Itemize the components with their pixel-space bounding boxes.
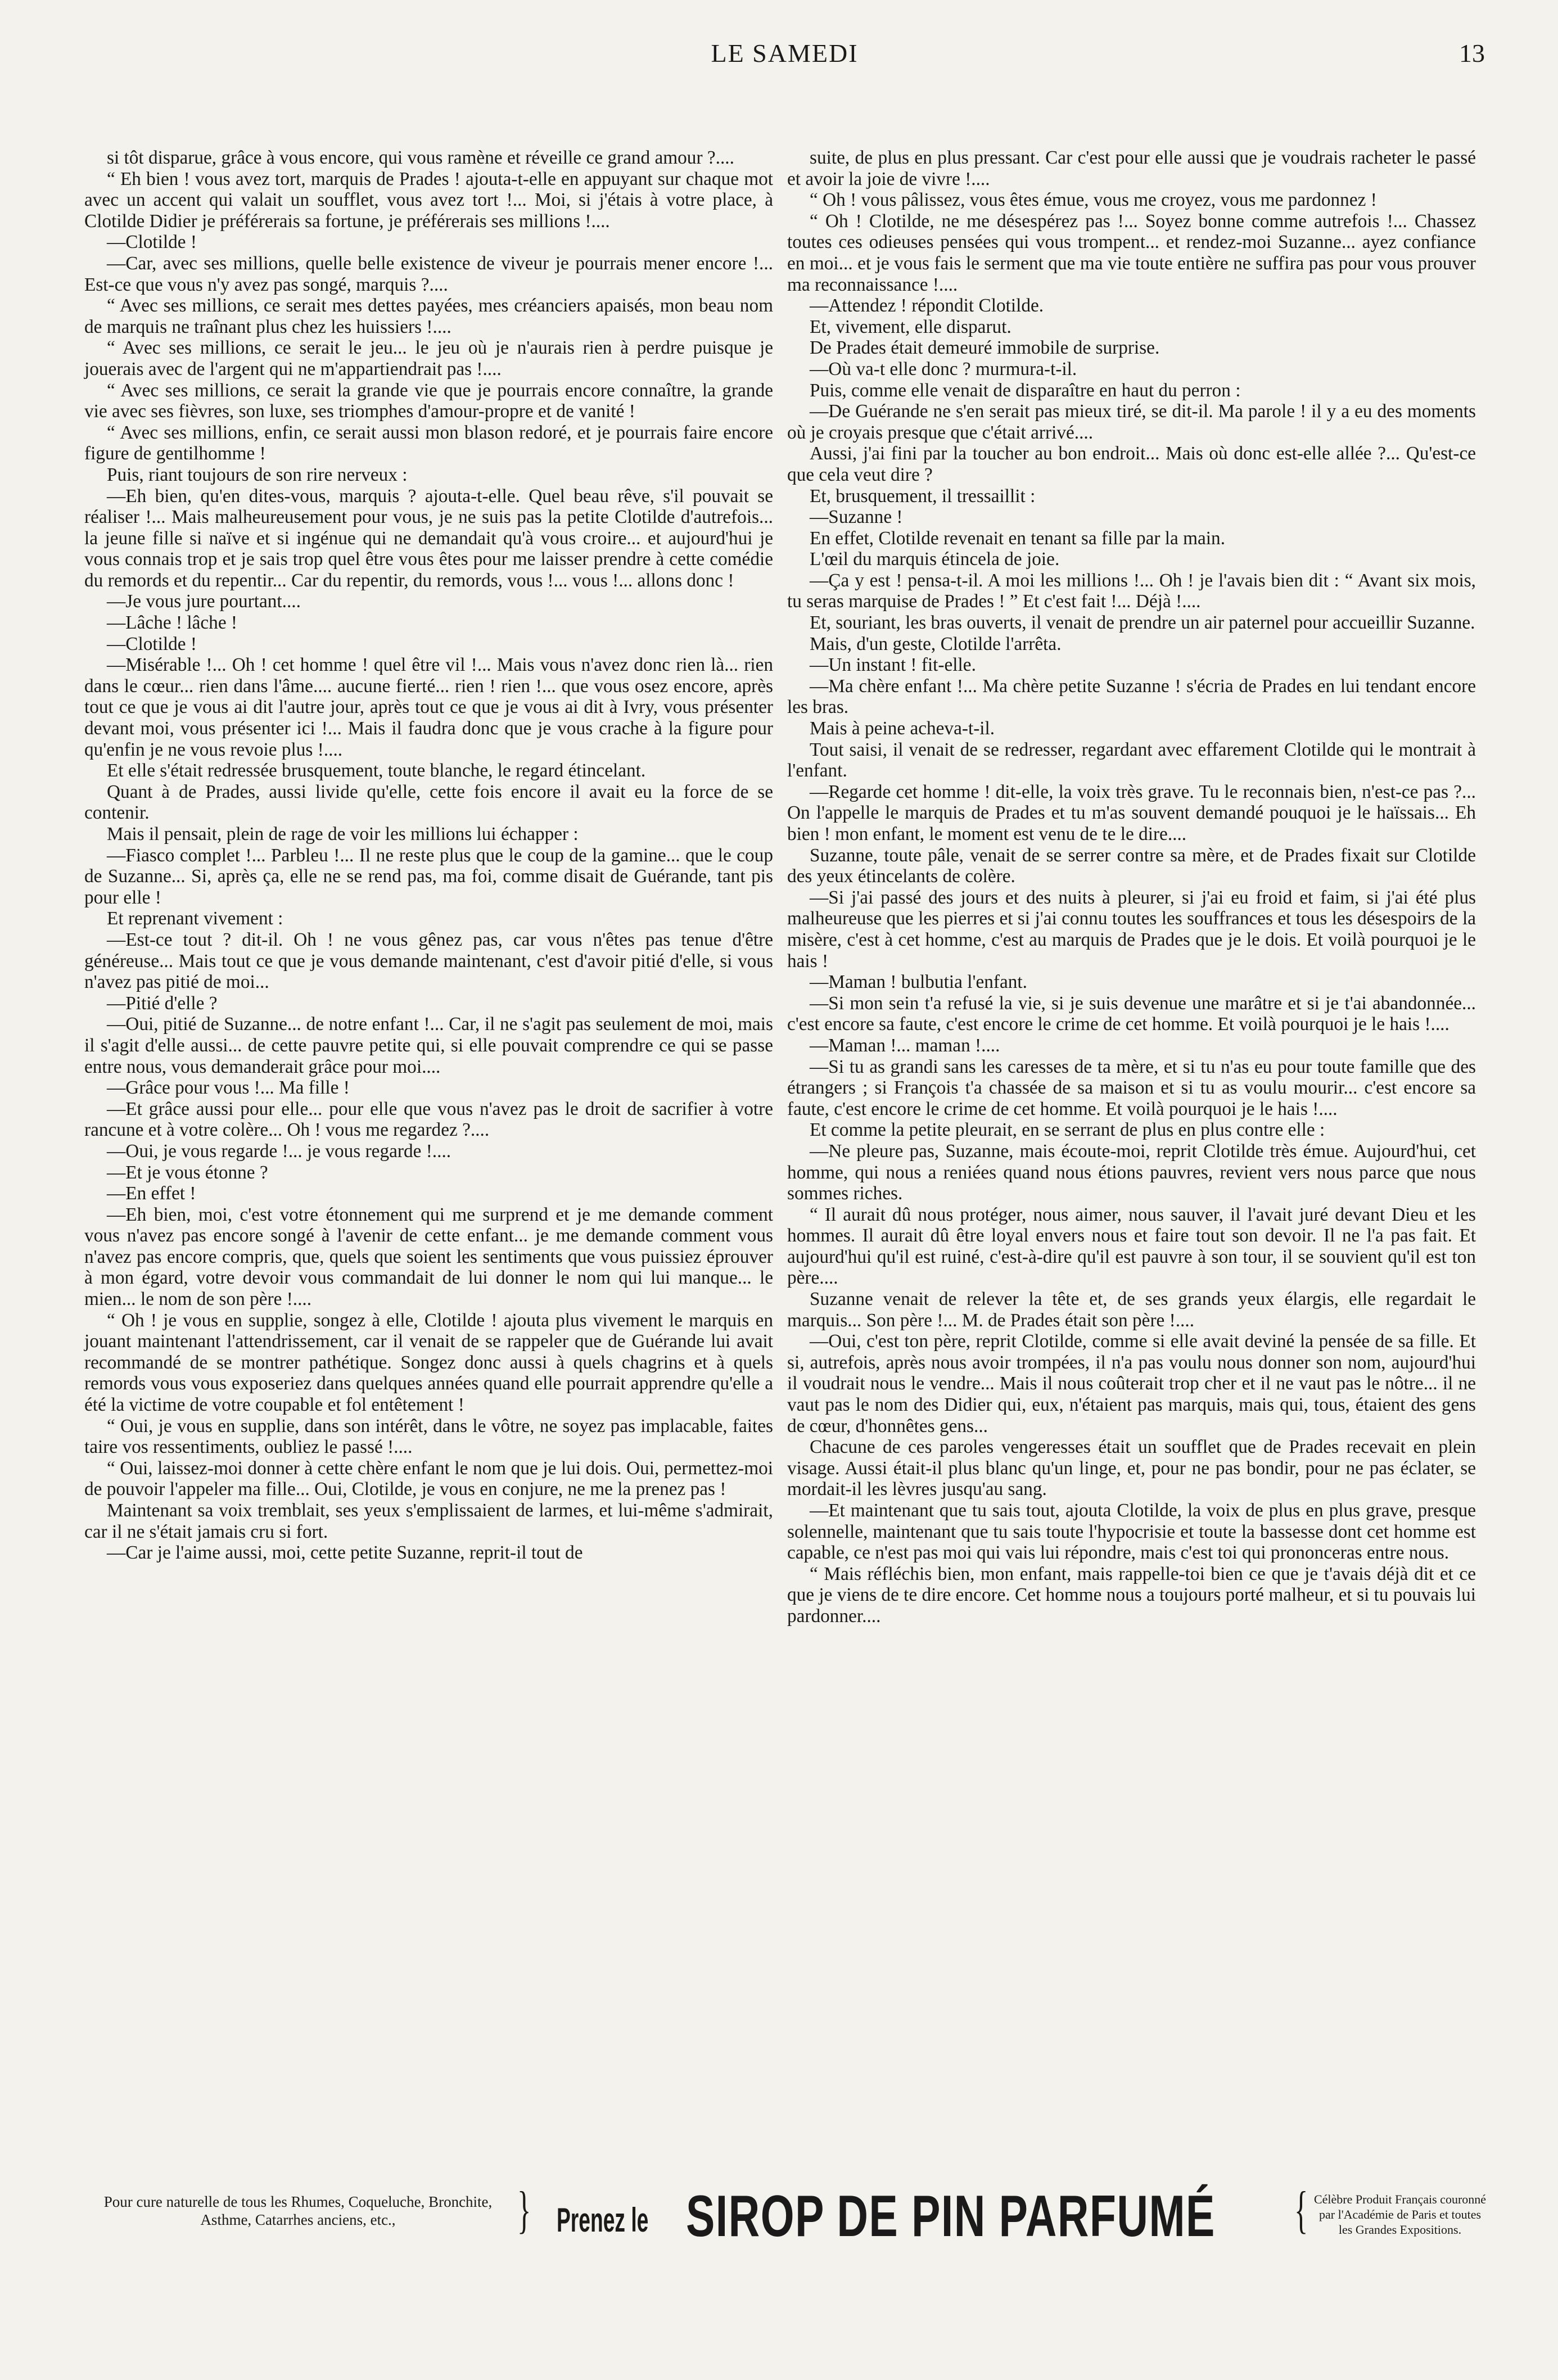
paragraph: suite, de plus en plus pressant. Car c'est pour elle aussi que je voudrais racheter le passé et avoir la joie de vivre !.... <box>787 147 1476 189</box>
paragraph: L'œil du marquis étincela de joie. <box>810 549 1060 570</box>
paragraph: Mais, d'un geste, Clotilde l'arrêta. <box>810 633 1062 654</box>
paragraph: —En effet ! <box>107 1183 196 1204</box>
paragraph: —Lâche ! lâche ! <box>107 612 238 634</box>
paragraph: Maintenant sa voix tremblait, ses yeux s'emplissaient de larmes, et lui-même s'admirait, car il ne s'était jamais cru si fort. <box>84 1500 773 1542</box>
paragraph: —De Guérande ne s'en serait pas mieux tiré, se dit-il. Ma parole ! il y a eu des moments où je croyais presque que c'était arrivé.... <box>787 401 1476 443</box>
paragraph: “ Oui, je vous en supplie, dans son intérêt, dans le vôtre, ne soyez pas implacable, faites taire vos ressentiments, oubliez le passé !.... <box>84 1415 773 1458</box>
footer-advertisement <box>84 2182 1485 2266</box>
paragraph: —Et maintenant que tu sais tout, ajouta Clotilde, la voix de plus en plus grave, presque solennelle, maintenant que tu sais toute l'hypocrisie et toute la bassesse dont cet homme est capable, ce n'est pas moi qui vais lui répondre, mais c'est toi qui prononceras entre nous. <box>787 1500 1476 1564</box>
paragraph: —Ça y est ! pensa-t-il. A moi les millions !... Oh ! je l'avais bien dit : “ Avant six mois, tu seras marquise de Prades ! ” Et c'est fait !... Déjà !.... <box>787 570 1476 612</box>
paragraph: Aussi, j'ai fini par la toucher au bon endroit... Mais où donc est-elle allée ?... Qu'est-ce que cela veut dire ? <box>787 443 1476 485</box>
paragraph: “ Oh ! vous pâlissez, vous êtes émue, vous me croyez, vous me pardonnez ! <box>810 189 1377 211</box>
paragraph: —Car je l'aime aussi, moi, cette petite Suzanne, reprit-il tout de <box>107 1542 583 1564</box>
paragraph: —Pitié d'elle ? <box>107 992 218 1014</box>
paragraph: Suzanne, toute pâle, venait de se serrer contre sa mère, et de Prades fixait sur Clotilde des yeux étincelants de colère. <box>787 844 1476 887</box>
paragraph: Chacune de ces paroles vengeresses était un soufflet que de Prades recevait en plein visage. Aussi était-il plus blanc qu'un linge, et, pour ne pas bondir, pour ne pas éclater, se mordait-il les lèvres jusqu'au sang. <box>787 1437 1476 1500</box>
paragraph: Et, brusquement, il tressaillit : <box>810 485 1036 507</box>
ad-right-text: Célèbre Produit Français couronné par l'Académie de Paris et toutes les Grandes Expositions. <box>1313 2192 1487 2237</box>
paragraph: —Oui, c'est ton père, reprit Clotilde, comme si elle avait deviné la pensée de sa fille. Et si, autrefois, après nous avoir trompées, il n'a pas voulu nous donner son nom, aujourd'hui il voudrait nous le vendre... Mais il nous coûterait trop cher et il ne vaut pas le nôtre... il ne vaut pas le nom des Didier qui, eux, n'étaient pas marquis, mais qui, tous, étaient des gens de cœur, d'honnêtes gens... <box>787 1331 1476 1437</box>
paragraph: Quant à de Prades, aussi livide qu'elle, cette fois encore il avait eu la force de se contenir. <box>84 781 773 824</box>
paragraph: Et reprenant vivement : <box>107 908 283 929</box>
paragraph: —Oui, je vous regarde !... je vous regarde !.... <box>107 1140 451 1162</box>
paragraph: “ Oh ! je vous en supplie, songez à elle, Clotilde ! ajouta plus vivement le marquis en jouant maintenant l'attendrissement, car il venait de se rappeler que de Guérande lui avait recommandé de se montrer pathétique. Songez donc aussi à quels chagrins et à quels remords vous vous exposeriez dans quelques années quand elle pourrait apprendre qu'elle a été la victime de votre coupable et fol entêtement ! <box>84 1309 773 1416</box>
paragraph: “ Eh bien ! vous avez tort, marquis de Prades ! ajouta-t-elle en appuyant sur chaque mot avec un accent qui valait un soufflet, vous avez tort !... Moi, si j'étais à votre place, à Clotilde Didier je préférerais sa fortune, je préférerais ses millions !.... <box>84 168 773 232</box>
paragraph: —Et je vous étonne ? <box>107 1162 268 1183</box>
paragraph: “ Mais réfléchis bien, mon enfant, mais rappelle-toi bien ce que je t'avais déjà dit et ce que je viens de te dire encore. Cet homme nous a toujours porté malheur, et si tu pouvais lui pardonner.... <box>787 1563 1476 1627</box>
paragraph: —Où va-t elle donc ? murmura-t-il. <box>810 358 1077 380</box>
paragraph: —Eh bien, qu'en dites-vous, marquis ? ajouta-t-elle. Quel beau rêve, s'il pouvait se réaliser !... Mais malheureusement pour vous, je ne suis pas la petite Clotilde d'autrefois... la jeune fille si naïve et si ingénue qui ne demandait qu'à vous croire... et aujourd'hui je vous connais trop et je sais trop quel être vous êtes pour me laisser prendre à cette comédie du remords et du repentir... Car du repentir, du remords, vous !... vous !... allons donc ! <box>84 485 773 591</box>
ad-product-name: SIROP DE PIN PARFUMÉ <box>686 2184 1216 2249</box>
paragraph: —Maman ! bulbutia l'enfant. <box>810 972 1027 993</box>
paragraph: —Et grâce aussi pour elle... pour elle que vous n'avez pas le droit de sacrifier à votre rancune et à votre colère... Oh ! vous me regardez ?.... <box>84 1098 773 1141</box>
paragraph: —Oui, pitié de Suzanne... de notre enfant !... Car, il ne s'agit pas seulement de moi, mais il s'agit d'elle aussi... de cette pauvre petite qui, si elle pouvait comprendre ce qui se passe entre nous, vous demanderait grâce pour moi.... <box>84 1014 773 1077</box>
paragraph: “ Avec ses millions, enfin, ce serait aussi mon blason redoré, et je pourrais faire encore figure de gentilhomme ! <box>84 422 773 464</box>
paragraph: “ Avec ses millions, ce serait la grande vie que je pourrais encore connaître, la grande vie avec ses fièvres, son luxe, ses triomphes d'amour-propre et de vanité ! <box>84 380 773 422</box>
left-column <box>84 147 773 1564</box>
paragraph: “ Oh ! Clotilde, ne me désespérez pas !... Soyez bonne comme autrefois !... Chassez toutes ces odieuses pensées qui vous trompent... et rendez-moi Suzanne... ayez confiance en moi... et je vous fais le serment que ma vie toute entière ne suffira pas pour vous prouver ma reconnaissance !.... <box>787 210 1476 295</box>
paragraph: —Maman !... maman !.... <box>810 1035 1000 1056</box>
paragraph: —Grâce pour vous !... Ma fille ! <box>107 1077 350 1099</box>
paragraph: “ Avec ses millions, ce serait mes dettes payées, mes créanciers apaisés, mon beau nom de marquis ne traînant plus chez les huissiers !.... <box>84 295 773 337</box>
paragraph: Suzanne venait de relever la tête et, de ses grands yeux élargis, elle regardait le marquis... Son père !... M. de Prades était son père !.... <box>787 1289 1476 1331</box>
paragraph: —Si tu as grandi sans les caresses de ta mère, et si tu n'as eu pour toute famille que des étrangers ; si François t'a chassée de sa maison et si tu as voulu mourir... c'est encore sa faute, c'est encore le crime de cet homme. Et voilà pourquoi je le hais !.... <box>787 1056 1476 1119</box>
paragraph: Puis, comme elle venait de disparaître en haut du perron : <box>810 380 1241 401</box>
paragraph: —Ne pleure pas, Suzanne, mais écoute-moi, reprit Clotilde très émue. Aujourd'hui, cet homme, qui nous a reniées quand nous étions pauvres, revient vers nous parce que nous sommes riches. <box>787 1140 1476 1204</box>
paragraph: —Si j'ai passé des jours et des nuits à pleurer, si j'ai eu froid et faim, si j'ai été plus malheureuse que les pierres et si j'ai connu toutes les souffrances et tous les désespoirs de la misère, c'est à cet homme, c'est au marquis de Prades que je le dois. Et voilà pourquoi je le hais ! <box>787 887 1476 972</box>
paragraph: “ Oui, laissez-moi donner à cette chère enfant le nom que je lui dois. Oui, permettez-moi de pouvoir l'appeler ma fille... Oui, Clotilde, je vous en conjure, ne me la prenez pas ! <box>84 1457 773 1500</box>
paragraph: —Attendez ! répondit Clotilde. <box>810 295 1044 317</box>
ad-prenez-text: Prenez le <box>557 2201 649 2239</box>
paragraph: —Est-ce tout ? dit-il. Oh ! ne vous gênez pas, car vous n'êtes pas tenue d'être généreuse... Mais tout ce que je vous demande maintenant, c'est d'avoir pitié d'elle, si vous n'avez pas pitié de moi... <box>84 929 773 993</box>
paragraph: —Ma chère enfant !... Ma chère petite Suzanne ! s'écria de Prades en lui tendant encore les bras. <box>787 675 1476 718</box>
paragraph: —Clotilde ! <box>107 633 197 654</box>
paragraph: —Si mon sein t'a refusé la vie, si je suis devenue une marâtre et si je t'ai abandonnée... c'est encore sa faute, c'est encore le crime de cet homme. Et voilà pourquoi je le hais !.... <box>787 992 1476 1035</box>
paragraph: Mais à peine acheva-t-il. <box>810 718 995 739</box>
right-brace: { <box>1294 2181 1308 2238</box>
paragraph: —Clotilde ! <box>107 232 197 253</box>
paragraph: En effet, Clotilde revenait en tenant sa fille par la main. <box>810 527 1226 549</box>
paragraph: —Misérable !... Oh ! cet homme ! quel être vil !... Mais vous n'avez donc rien là... rien dans le cœur... rien dans l'âme.... aucune fierté... rien ! rien !... que vous osez encore, après tout ce que je vous ai dit l'autre jour, après tout ce que je vous ai dit à Ivry, vous présenter devant moi, vous présenter ici !... Mais il faudra donc que je vous crache à la figure pour qu'enfin je ne vous revoie plus !.... <box>84 654 773 760</box>
journal-title: LE SAMEDI <box>711 39 859 67</box>
paragraph: Mais il pensait, plein de rage de voir les millions lui échapper : <box>107 824 579 844</box>
paragraph: Et comme la petite pleurait, en se serrant de plus en plus contre elle : <box>810 1119 1325 1141</box>
paragraph: De Prades était demeuré immobile de surprise. <box>810 337 1160 359</box>
paragraph: Et elle s'était redressée brusquement, toute blanche, le regard étincelant. <box>107 760 646 782</box>
paragraph: Et, souriant, les bras ouverts, il venait de prendre un air paternel pour accueillir Suzanne. <box>810 612 1475 634</box>
paragraph: —Car, avec ses millions, quelle belle existence de viveur je pourrais mener encore !... Est-ce que vous n'y avez pas songé, marquis ?.... <box>84 252 773 295</box>
paragraph: si tôt disparue, grâce à vous encore, qui vous ramène et réveille ce grand amour ?.... <box>107 147 734 168</box>
paragraph: Et, vivement, elle disparut. <box>810 316 1011 337</box>
right-column <box>787 147 1476 1627</box>
paragraph: —Fiasco complet !... Parbleu !... Il ne reste plus que le coup de la gamine... que le coup de Suzanne... Si, après ça, elle ne se rend pas, ma foi, comme disait de Guérande, tant pis pour elle ! <box>84 844 773 908</box>
paragraph: —Eh bien, moi, c'est votre étonnement qui me surprend et je me demande comment vous n'avez pas encore songé à l'avenir de cette enfant... je me demande comment vous n'avez pas encore compris, que, quels que soient les sentiments que vous puissiez éprouver à mon égard, votre devoir vous commandait de lui donner le nom qui lui manque... le mien... le nom de son père !.... <box>84 1204 773 1310</box>
ad-left-text: Pour cure naturelle de tous les Rhumes, Coqueluche, Bronchite, Asthme, Catarrhes anciens, etc., <box>103 2193 493 2228</box>
paragraph: “ Avec ses millions, ce serait le jeu... le jeu où je n'aurais rien à perdre puisque je jouerais avec de l'argent qui ne m'appartiendrait pas !.... <box>84 337 773 380</box>
paragraph: “ Il aurait dû nous protéger, nous aimer, nous sauver, il l'avait juré devant Dieu et les hommes. Il aurait dû être loyal envers nous et faire tout son devoir. Il ne l'a pas fait. Et aujourd'hui qu'il est ruiné, c'est-à-dire qu'il est pauvre à son tour, il se souvient qu'il est ton père.... <box>787 1204 1476 1289</box>
paragraph: —Regarde cet homme ! dit-elle, la voix très grave. Tu le reconnais bien, n'est-ce pas ?... On l'appelle le marquis de Prades et tu m'as souvent demandé pouquoi je le haïssais... Eh bien ! mon enfant, le moment est venu de te le dire.... <box>787 781 1476 844</box>
page-number: 13 <box>1459 39 1485 67</box>
paragraph: Tout saisi, il venait de se redresser, regardant avec effarement Clotilde qui le montrait à l'enfant. <box>787 739 1476 782</box>
left-brace: } <box>517 2181 531 2238</box>
paragraph: —Suzanne ! <box>810 507 903 528</box>
paragraph: —Je vous jure pourtant.... <box>107 591 301 612</box>
paragraph: —Un instant ! fit-elle. <box>810 654 976 676</box>
paragraph: Puis, riant toujours de son rire nerveux : <box>107 464 408 485</box>
page-header <box>84 38 1485 78</box>
